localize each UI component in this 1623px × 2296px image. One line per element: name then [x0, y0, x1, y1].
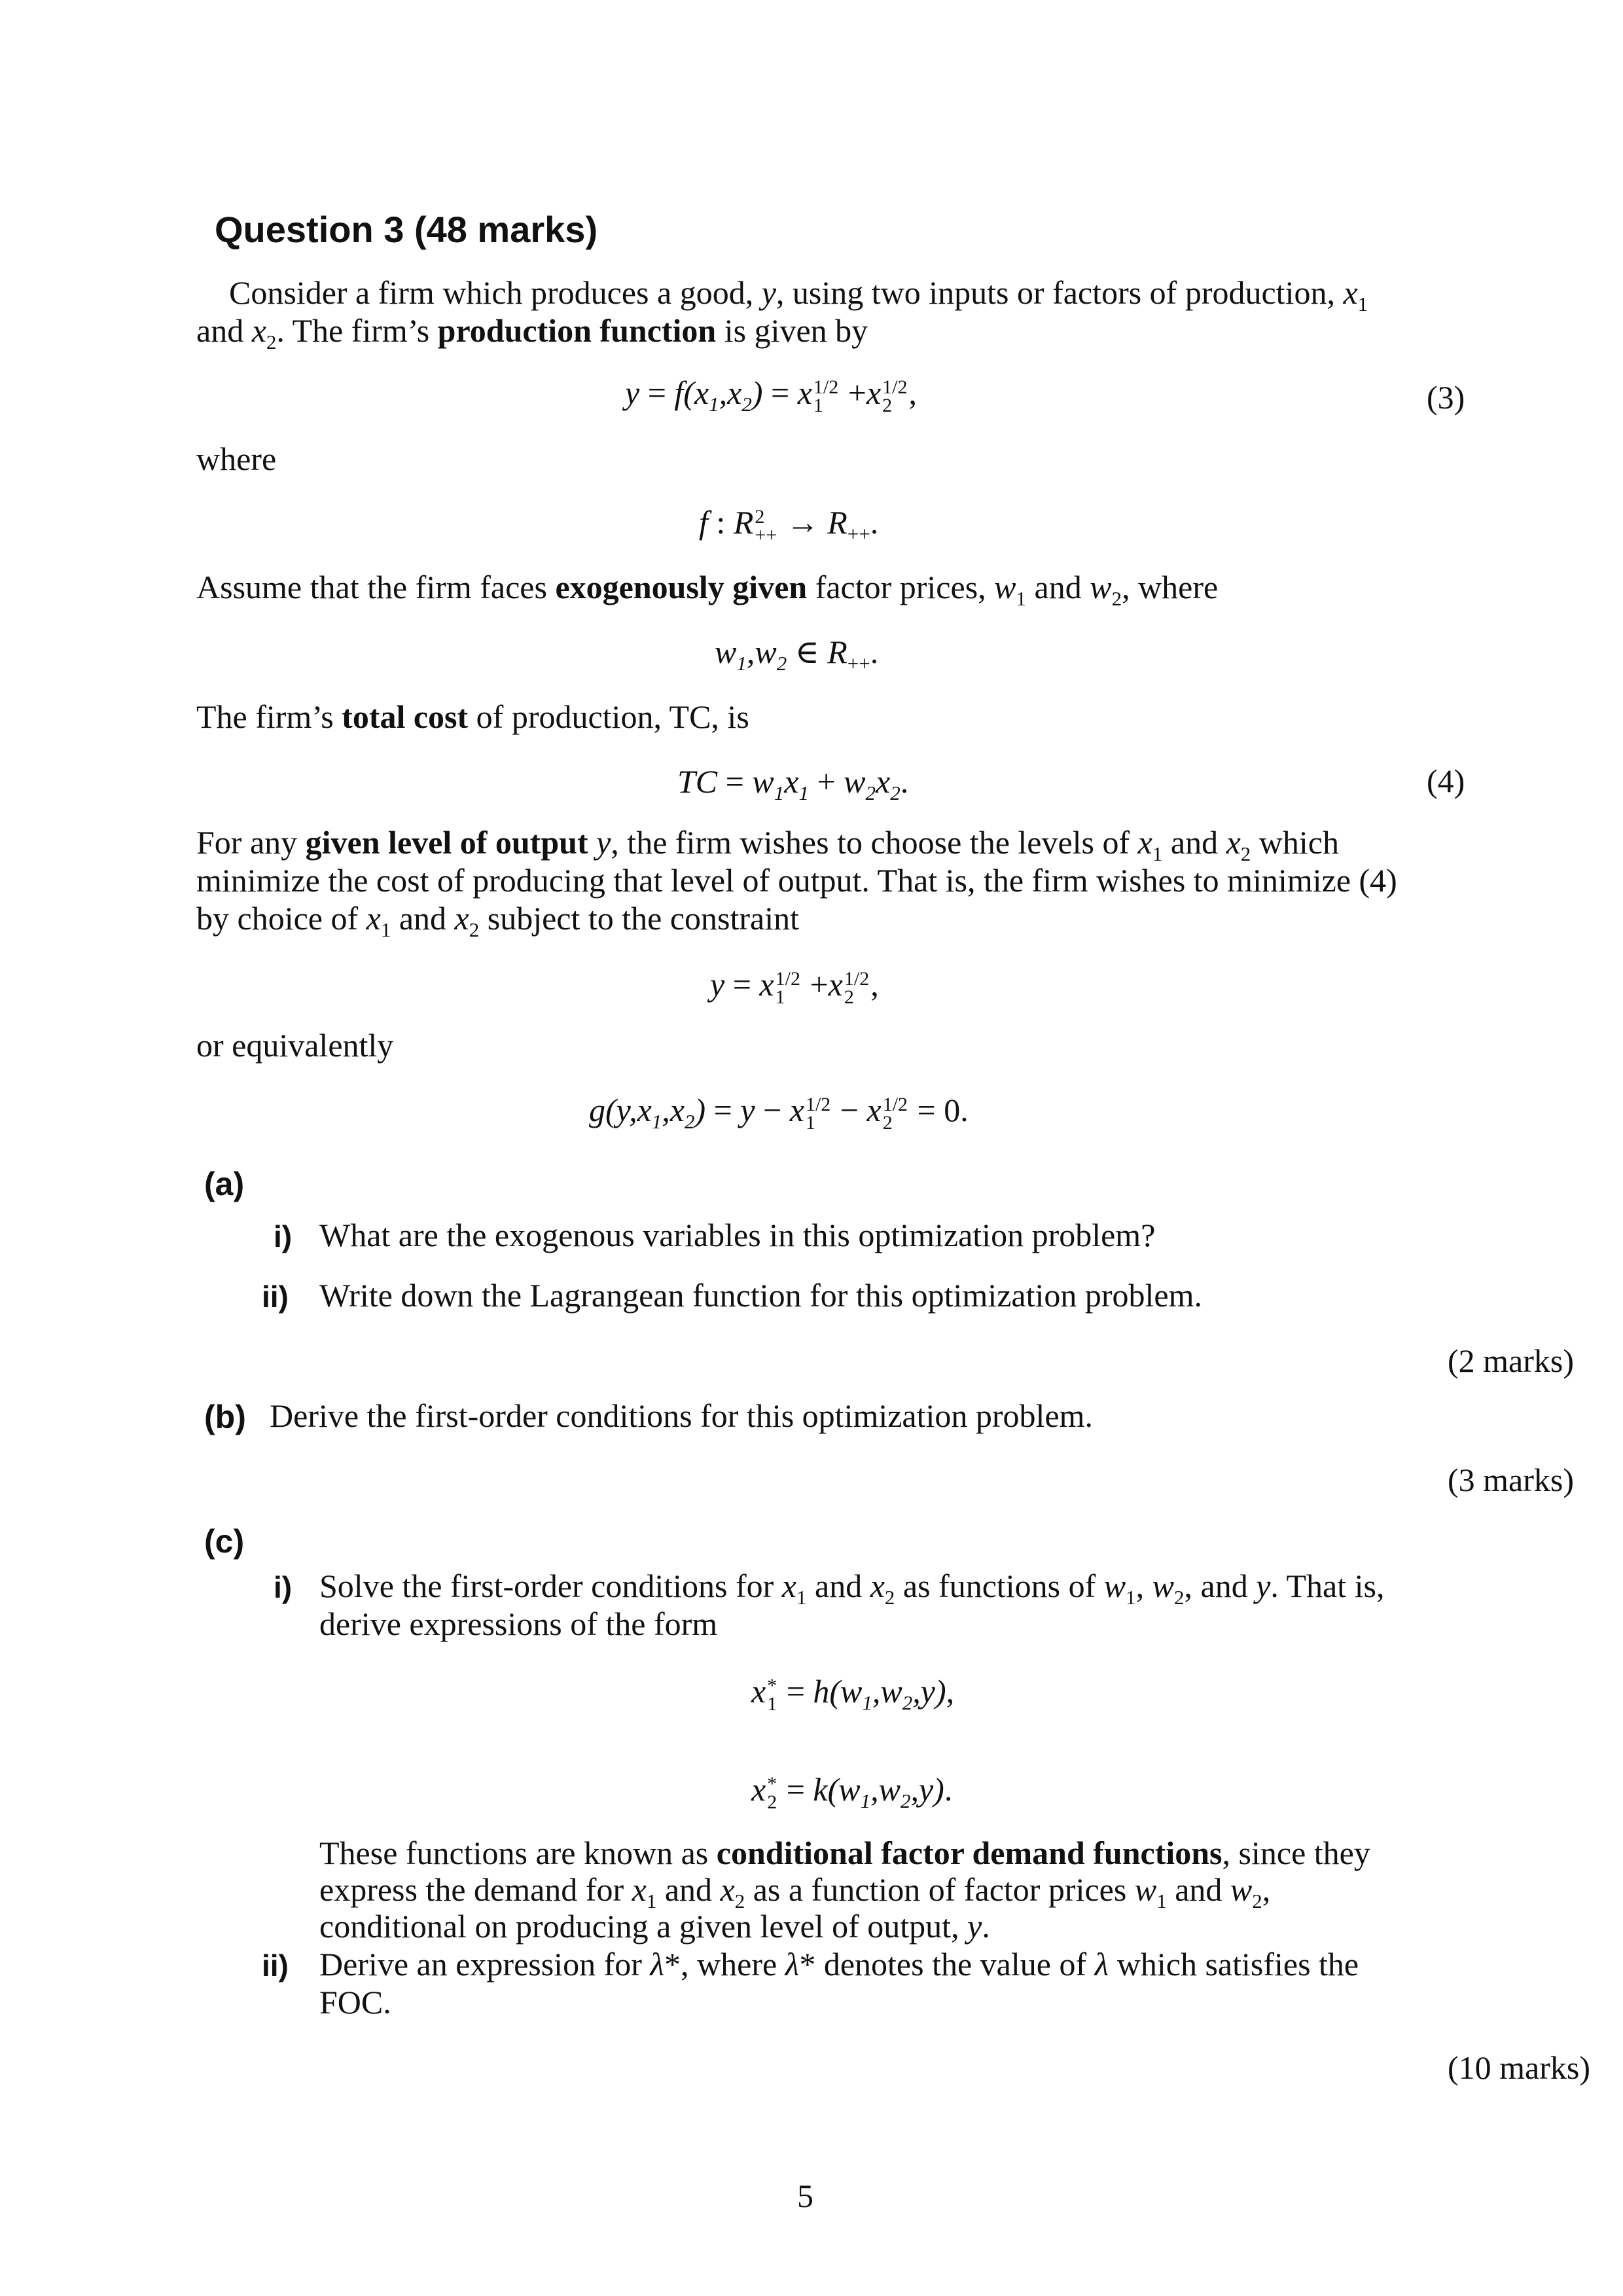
page-number: 5	[797, 2178, 813, 2214]
demand-function-x2-equation: x * 2 = $k(w_1,w_2,y)$.	[751, 1771, 953, 1813]
assume-line: Assume that the firm faces exogenously given factor prices, $w_1$ and $w_2$, where	[196, 569, 1219, 610]
equation-number-4: (4)	[1427, 762, 1465, 799]
intro-line-2: and $x_2$. The firm’s production function is given by	[196, 312, 868, 353]
constraint-equation: y = x 1/2 1 +x 1/2 2 ,	[710, 966, 879, 1008]
total-cost-line: The firm’s total cost of production, TC, is	[196, 698, 749, 735]
part-c-ii-line-2: FOC.	[319, 1984, 391, 2020]
function-domain-equation: f : R 2 ++ → $R_{++}$.	[699, 504, 879, 546]
part-a-ii-text: Write down the Lagrangean function for this optimization problem.	[319, 1277, 1202, 1314]
forany-line-1: For any given level of output y, the firm wishes to choose the levels of $x_1$ and $x_2$ which	[196, 824, 1339, 865]
or-equivalently-label: or equivalently	[196, 1027, 394, 1064]
part-a-marks: (2 marks)	[1448, 1342, 1574, 1379]
part-b-marks: (3 marks)	[1448, 1462, 1574, 1498]
part-a-label: (a)	[204, 1166, 245, 1202]
forany-line-2: minimize the cost of producing that level of output. That is, the firm wishes to minimize (4)	[196, 862, 1397, 899]
known-line-2: express the demand for $x_1$ and $x_2$ as a function of factor prices $w_1$ and $w_2$,	[319, 1871, 1271, 1912]
factor-prices-equation: $w_1,w_2$ ∈ $R_{++}$.	[715, 634, 879, 675]
part-c-ii-label: ii)	[262, 1948, 289, 1982]
demand-function-x1-equation: x * 1 = $h(w_1,w_2,y)$,	[751, 1673, 955, 1715]
production-function-equation: $y = f(x_1,x_2) = x$ 1/2 1 +x 1/2 2 ,	[625, 374, 917, 416]
part-b-label: (b)	[204, 1399, 246, 1435]
forany-line-3: by choice of $x_1$ and $x_2$ subject to the constraint	[196, 900, 800, 941]
part-a-ii-label: ii)	[262, 1280, 289, 1314]
known-line-1: These functions are known as conditional factor demand functions, since they	[319, 1835, 1370, 1871]
part-c-ii-line-1: Derive an expression for λ*, where λ* denotes the value of λ which satisfies the	[319, 1946, 1359, 1982]
known-line-3: conditional on producing a given level of output, y.	[319, 1908, 990, 1945]
part-c-marks: (10 marks)	[1448, 2049, 1590, 2086]
where-label: where	[196, 440, 277, 477]
question-heading: Question 3 (48 marks)	[215, 209, 598, 250]
part-c-i-line-2: derive expressions of the form	[319, 1605, 718, 1642]
total-cost-equation: TC = $w_1x_1 + w_2x_2$.	[677, 763, 909, 804]
intro-line-1: Consider a firm which produces a good, y, using two inputs or factors of production, $x_1$	[229, 274, 1368, 315]
part-b-text: Derive the first-order conditions for this optimization problem.	[270, 1397, 1094, 1434]
part-c-i-label: i)	[274, 1570, 293, 1604]
part-a-i-text: What are the exogenous variables in this optimization problem?	[319, 1217, 1156, 1253]
part-c-label: (c)	[204, 1523, 245, 1560]
equation-number-3: (3)	[1427, 379, 1465, 416]
part-a-i-label: i)	[274, 1219, 293, 1253]
part-c-i-line-1: Solve the first-order conditions for $x_1$ and $x_2$ as functions of $w_1$, $w_2$, and y. That is,	[319, 1568, 1385, 1609]
constraint-function-equation: $g(y,x_1,x_2) = y - x$ 1/2 1 − x 1/2 2 = 0.	[589, 1092, 969, 1134]
